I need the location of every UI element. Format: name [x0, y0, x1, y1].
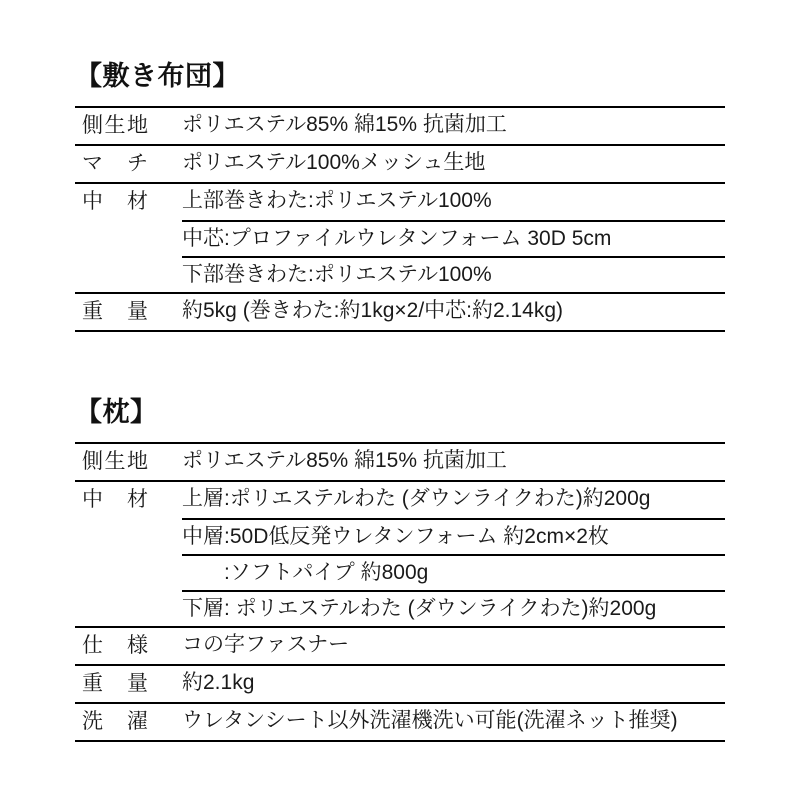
pillow-spec-table: [75, 442, 725, 742]
pillow-filling-label-cell: [75, 482, 182, 626]
pillow-spec-label: 仕様: [82, 634, 148, 657]
futon-weight-values: [182, 294, 725, 330]
pillow-washing-value: ウレタンシート以外洗濯機洗い可能(洗濯ネット推奨): [182, 709, 678, 732]
futon-filling-label-cell: [75, 184, 182, 292]
pillow-washing-values: [182, 704, 725, 740]
futon-weight-label: 重量: [82, 300, 148, 323]
pillow-fabric-value: ポリエステル85% 綿15% 抗菌加工: [182, 449, 507, 472]
futon-fabric-value: ポリエステル85% 綿15% 抗菌加工: [182, 113, 507, 136]
futon-gusset-value: ポリエステル100%メッシュ生地: [182, 151, 486, 174]
futon-filling-values: [182, 184, 725, 292]
pillow-filling-middle-foam: 中層:50D低反発ウレタンフォーム 約2cm×2枚: [182, 518, 725, 554]
futon-gusset-label: マチ: [82, 152, 148, 175]
futon-section-title: 【敷き布団】: [75, 61, 240, 91]
section-pillow: [75, 396, 725, 742]
futon-fabric-values: [182, 108, 725, 144]
futon-row-filling: [75, 182, 725, 292]
pillow-fabric-label: 側生地: [82, 450, 148, 473]
futon-gusset-values: [182, 146, 725, 182]
pillow-weight-label-cell: [75, 666, 182, 702]
pillow-washing-label: 洗濯: [82, 710, 148, 733]
futon-filling-upper: 上部巻きわた:ポリエステル100%: [182, 189, 492, 212]
futon-weight-value: 約5kg (巻きわた:約1kg×2/中芯:約2.14kg): [182, 299, 564, 322]
pillow-row-washing: [75, 702, 725, 740]
spec-content: [75, 0, 725, 742]
pillow-fabric-label-cell: [75, 444, 182, 480]
pillow-filling-upper: 上層:ポリエステルわた (ダウンライクわた)約200g: [182, 487, 651, 510]
section-futon: [75, 60, 725, 332]
pillow-weight-label: 重量: [82, 672, 148, 695]
futon-spec-table: [75, 106, 725, 332]
pillow-filling-middle-pipe: :ソフトパイプ 約800g: [182, 554, 725, 590]
pillow-weight-values: [182, 666, 725, 702]
pillow-filling-lower: 下層: ポリエステルわた (ダウンライクわた)約200g: [182, 590, 725, 626]
pillow-spec-values: [182, 628, 725, 664]
pillow-row-filling: [75, 480, 725, 626]
pillow-weight-value: 約2.1kg: [182, 671, 255, 694]
futon-row-gusset: [75, 144, 725, 182]
futon-filling-core: 中芯:プロファイルウレタンフォーム 30D 5cm: [182, 220, 725, 256]
futon-filling-lower: 下部巻きわた:ポリエステル100%: [182, 256, 725, 292]
pillow-section-title: 【枕】: [75, 397, 158, 427]
futon-filling-label: 中材: [82, 190, 148, 213]
futon-gusset-label-cell: [75, 146, 182, 182]
pillow-spec-value: コの字ファスナー: [182, 633, 350, 656]
futon-row-weight: [75, 292, 725, 330]
pillow-filling-label: 中材: [82, 488, 148, 511]
pillow-spec-label-cell: [75, 628, 182, 664]
pillow-washing-label-cell: [75, 704, 182, 740]
pillow-row-spec: [75, 626, 725, 664]
pillow-filling-values: [182, 482, 725, 626]
futon-row-fabric: [75, 106, 725, 144]
futon-fabric-label: 側生地: [82, 114, 148, 137]
futon-fabric-label-cell: [75, 108, 182, 144]
pillow-row-fabric: [75, 442, 725, 480]
futon-weight-label-cell: [75, 294, 182, 330]
pillow-row-weight: [75, 664, 725, 702]
pillow-fabric-values: [182, 444, 725, 480]
